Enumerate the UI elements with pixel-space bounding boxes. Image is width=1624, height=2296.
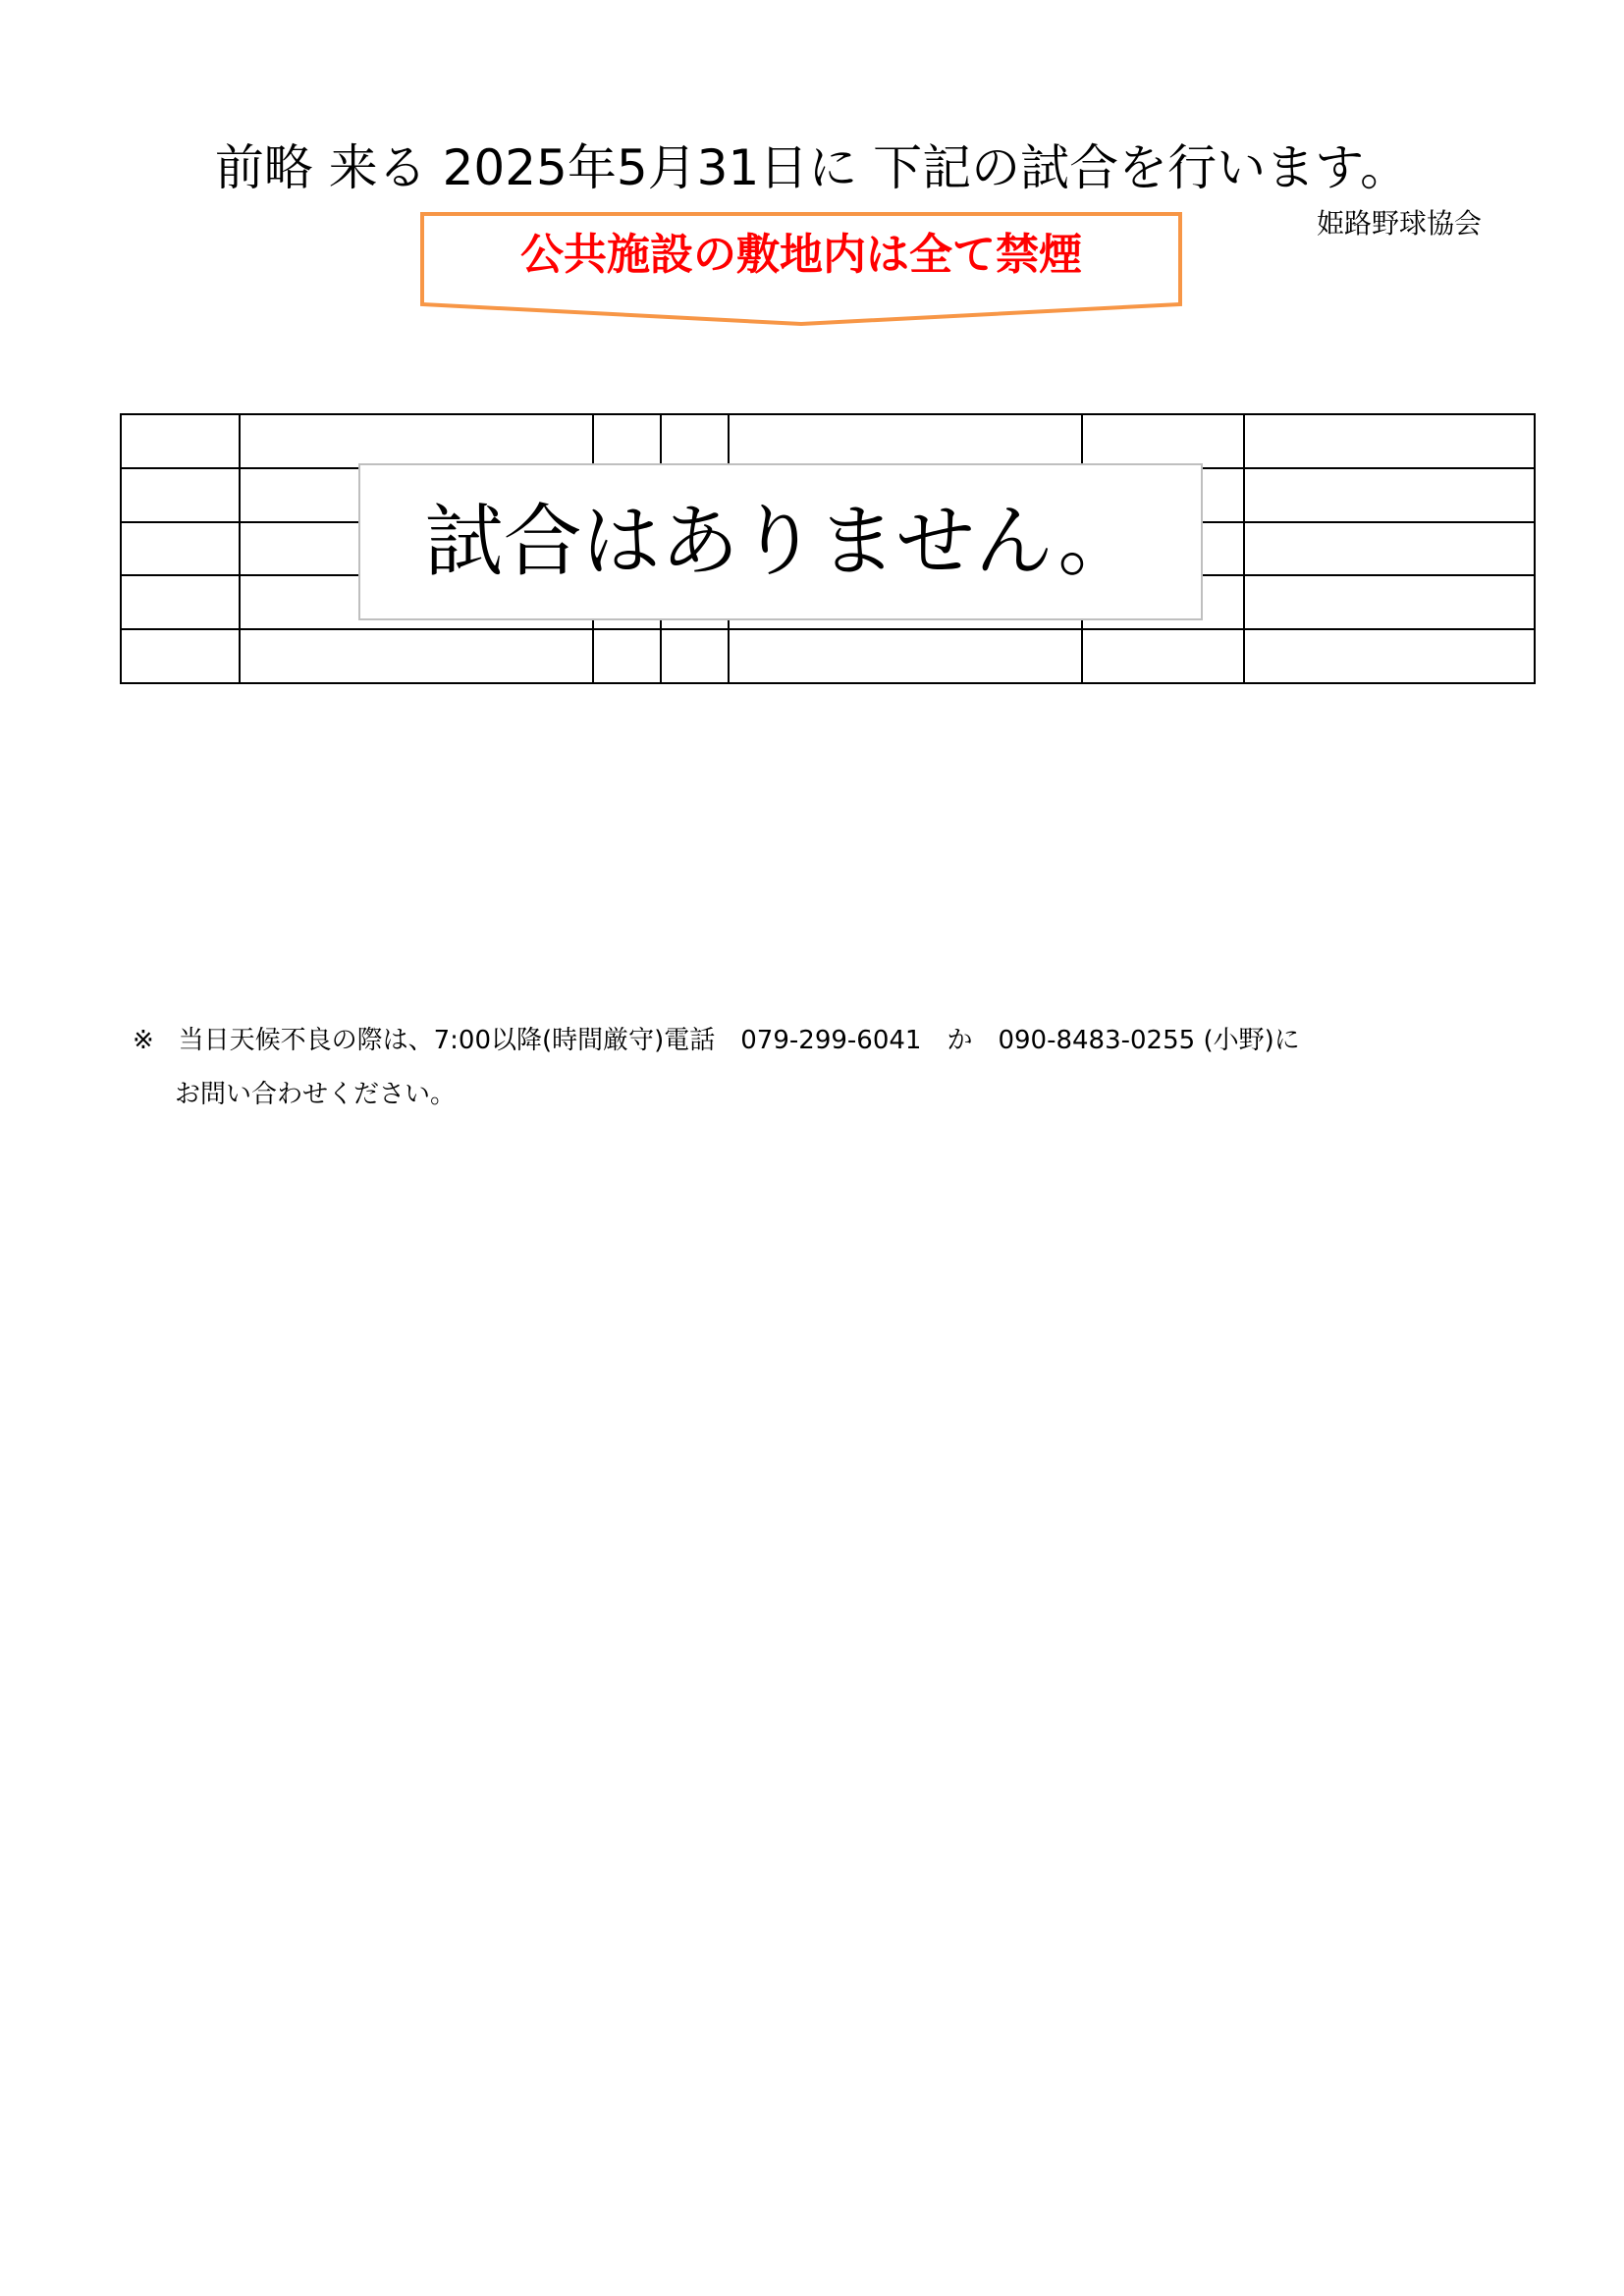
table-cell: [593, 629, 661, 683]
notice-headline: 前略 来る 2025年5月31日に 下記の試合を行います。: [214, 139, 1410, 196]
no-smoking-banner: [418, 210, 1184, 328]
table-cell: [729, 414, 1082, 468]
table-cell: [121, 414, 240, 468]
table-cell: [729, 629, 1082, 683]
note-line-2: お問い合わせください。: [175, 1080, 457, 1109]
table-cell: [121, 575, 240, 629]
table-cell: [240, 629, 593, 683]
table-cell: [121, 522, 240, 576]
table-cell: [240, 414, 593, 468]
table-cell: [1244, 414, 1535, 468]
table-cell: [1244, 522, 1535, 576]
no-game-notice: 試合はありません。: [358, 463, 1203, 620]
table-cell: [1244, 575, 1535, 629]
table-cell: [121, 468, 240, 522]
table-row: [121, 629, 1535, 683]
organization-name: 姫路野球協会: [1316, 207, 1482, 240]
table-cell: [593, 414, 661, 468]
table-cell: [1244, 468, 1535, 522]
note-mark: ※: [133, 1026, 154, 1055]
contact-note: [133, 1021, 1300, 1060]
no-smoking-text: 公共施設の敷地内は全て禁煙: [520, 230, 1082, 280]
table-row: [121, 414, 1535, 468]
table-cell: [121, 629, 240, 683]
table-cell: [1244, 629, 1535, 683]
table-cell: [661, 414, 729, 468]
note-line-1: 当日天候不良の際は、7:00以降(時間厳守)電話 079-299-6041 か 090-8483-0255 (小野)に: [178, 1026, 1300, 1055]
table-cell: [1082, 629, 1244, 683]
table-cell: [1082, 414, 1244, 468]
table-cell: [661, 629, 729, 683]
